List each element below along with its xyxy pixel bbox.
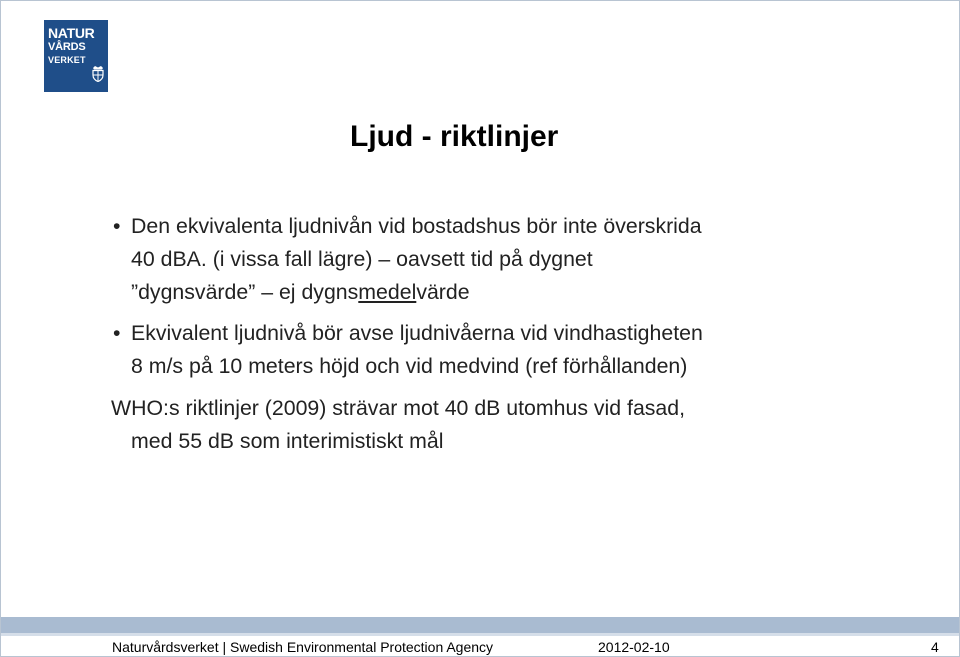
footer-date: 2012-02-10 <box>598 639 670 655</box>
bullet-text-line: Ekvivalent ljudnivå bör avse ljudnivåerna vid vindhastigheten <box>131 321 703 345</box>
footer-bar <box>1 617 959 633</box>
underlined-text: medel <box>358 280 417 304</box>
naturvardsverket-logo <box>44 20 108 92</box>
bullet-dot: • <box>113 321 121 345</box>
paragraph-line: med 55 dB som interimistiskt mål <box>131 429 444 453</box>
paragraph-line: WHO:s riktlinjer (2009) strävar mot 40 dB utomhus vid fasad, <box>111 396 686 420</box>
logo-text-line2: VÅRDS <box>48 41 86 53</box>
spacer <box>111 309 911 317</box>
bullet-dot: • <box>113 214 121 238</box>
slide-title: Ljud - riktlinjer <box>350 120 559 153</box>
bullet-text-line: 40 dBA. (i vissa fall lägre) – oavsett tid på dygnet <box>131 247 593 271</box>
logo-text-line3: VERKET <box>48 55 86 65</box>
bullet-item <box>111 210 911 309</box>
logo-text-line1: NATUR <box>48 25 95 41</box>
who-paragraph <box>111 392 911 458</box>
footer-bar-shadow <box>1 633 959 636</box>
text-segment: värde <box>416 280 470 304</box>
bullet-text-line <box>131 276 911 309</box>
footer-organization: Naturvårdsverket | Swedish Environmental Protection Agency <box>112 639 494 655</box>
slide-content <box>111 210 911 458</box>
footer-page-number: 4 <box>931 639 939 655</box>
bullet-item <box>111 317 911 383</box>
text-segment: ”dygnsvärde” – ej dygns <box>131 280 359 304</box>
bullet-text-line: Den ekvivalenta ljudnivån vid bostadshus bör inte överskrida <box>131 214 702 238</box>
spacer <box>111 383 911 392</box>
crowned-shield-icon <box>91 65 105 82</box>
bullet-text-line: 8 m/s på 10 meters höjd och vid medvind (ref förhållanden) <box>131 354 688 378</box>
